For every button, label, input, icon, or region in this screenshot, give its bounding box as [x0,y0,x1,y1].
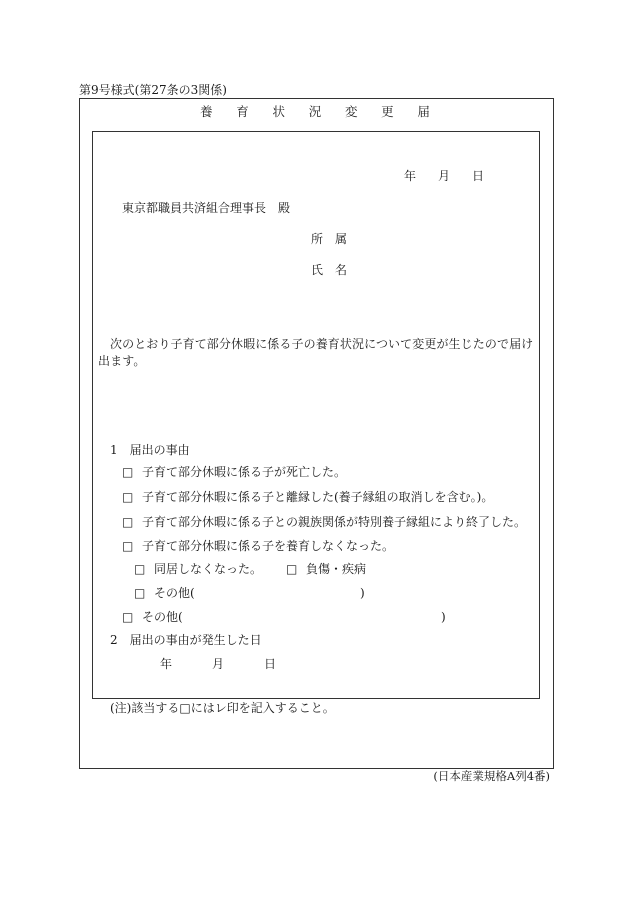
date-month-label: 月 [438,169,451,183]
reason-label: 子育て部分休暇に係る子と離縁した(養子縁組の取消しを含む。)。 [142,490,494,504]
section1-heading: 1 届出の事由 [110,443,190,457]
checkbox-icon[interactable]: □ [122,539,134,553]
title-char: 変 [344,104,358,119]
submission-date[interactable] [404,170,484,182]
title-char: 状 [272,104,285,119]
checkbox-icon[interactable]: □ [122,610,134,624]
checkbox-icon[interactable]: □ [134,562,146,576]
title-char: 育 [236,104,249,119]
subitem-other[interactable] [134,587,195,599]
reason-other-close: ) [441,610,446,624]
title-char: 養 [200,104,213,119]
affiliation-label: 所 属 [311,232,348,246]
date-year-label: 年 [404,169,417,183]
title-char: 更 [381,104,394,119]
subitem-cohabit[interactable] [134,563,262,575]
reason-item-4[interactable] [122,540,394,552]
subitem-label: 同居しなくなった。 [154,562,263,576]
reason-label: その他( [142,610,183,624]
checkbox-icon[interactable]: □ [122,465,134,479]
title-char: 況 [308,104,322,119]
title-char: 届 [417,104,430,119]
date-year-label: 年 [160,657,173,671]
subitem-label: その他( [154,586,195,600]
form-number: 第9号様式(第27条の3関係) [79,83,227,97]
subitem-injury[interactable] [286,563,366,575]
checkbox-icon[interactable]: □ [286,562,298,576]
section2-heading: 2 届出の事由が発生した日 [110,633,262,647]
subitem-label: 負傷・疾病 [306,562,367,576]
checkbox-icon[interactable]: □ [122,515,134,529]
reason-other[interactable] [122,611,183,623]
date-day-label: 日 [472,169,485,183]
reason-label: 子育て部分休暇に係る子を養育しなくなった。 [142,539,395,553]
reason-item-3[interactable] [122,516,526,528]
name-label: 氏 名 [311,263,348,277]
checkbox-icon[interactable]: □ [134,586,146,600]
checkbox-icon[interactable]: □ [122,490,134,504]
subitem-other-close: ) [360,586,365,600]
reason-item-1[interactable] [122,466,346,478]
reason-label: 子育て部分休暇に係る子との親族関係が特別養子縁組により終了した。 [142,515,527,529]
body-text: 次のとおり子育て部分休暇に係る子の養育状況について変更が生じたので届け出ます。 [98,337,534,368]
date-month-label: 月 [212,657,225,671]
footer-standard: (日本産業規格A列4番) [433,769,550,783]
form-title [200,106,430,119]
occurrence-date[interactable] [160,658,276,670]
reason-item-2[interactable] [122,491,493,503]
date-day-label: 日 [264,657,277,671]
reason-label: 子育て部分休暇に係る子が死亡した。 [142,465,347,479]
addressee: 東京都職員共済組合理事長 殿 [122,201,291,215]
note: (注)該当する□にはレ印を記入すること。 [110,701,335,715]
